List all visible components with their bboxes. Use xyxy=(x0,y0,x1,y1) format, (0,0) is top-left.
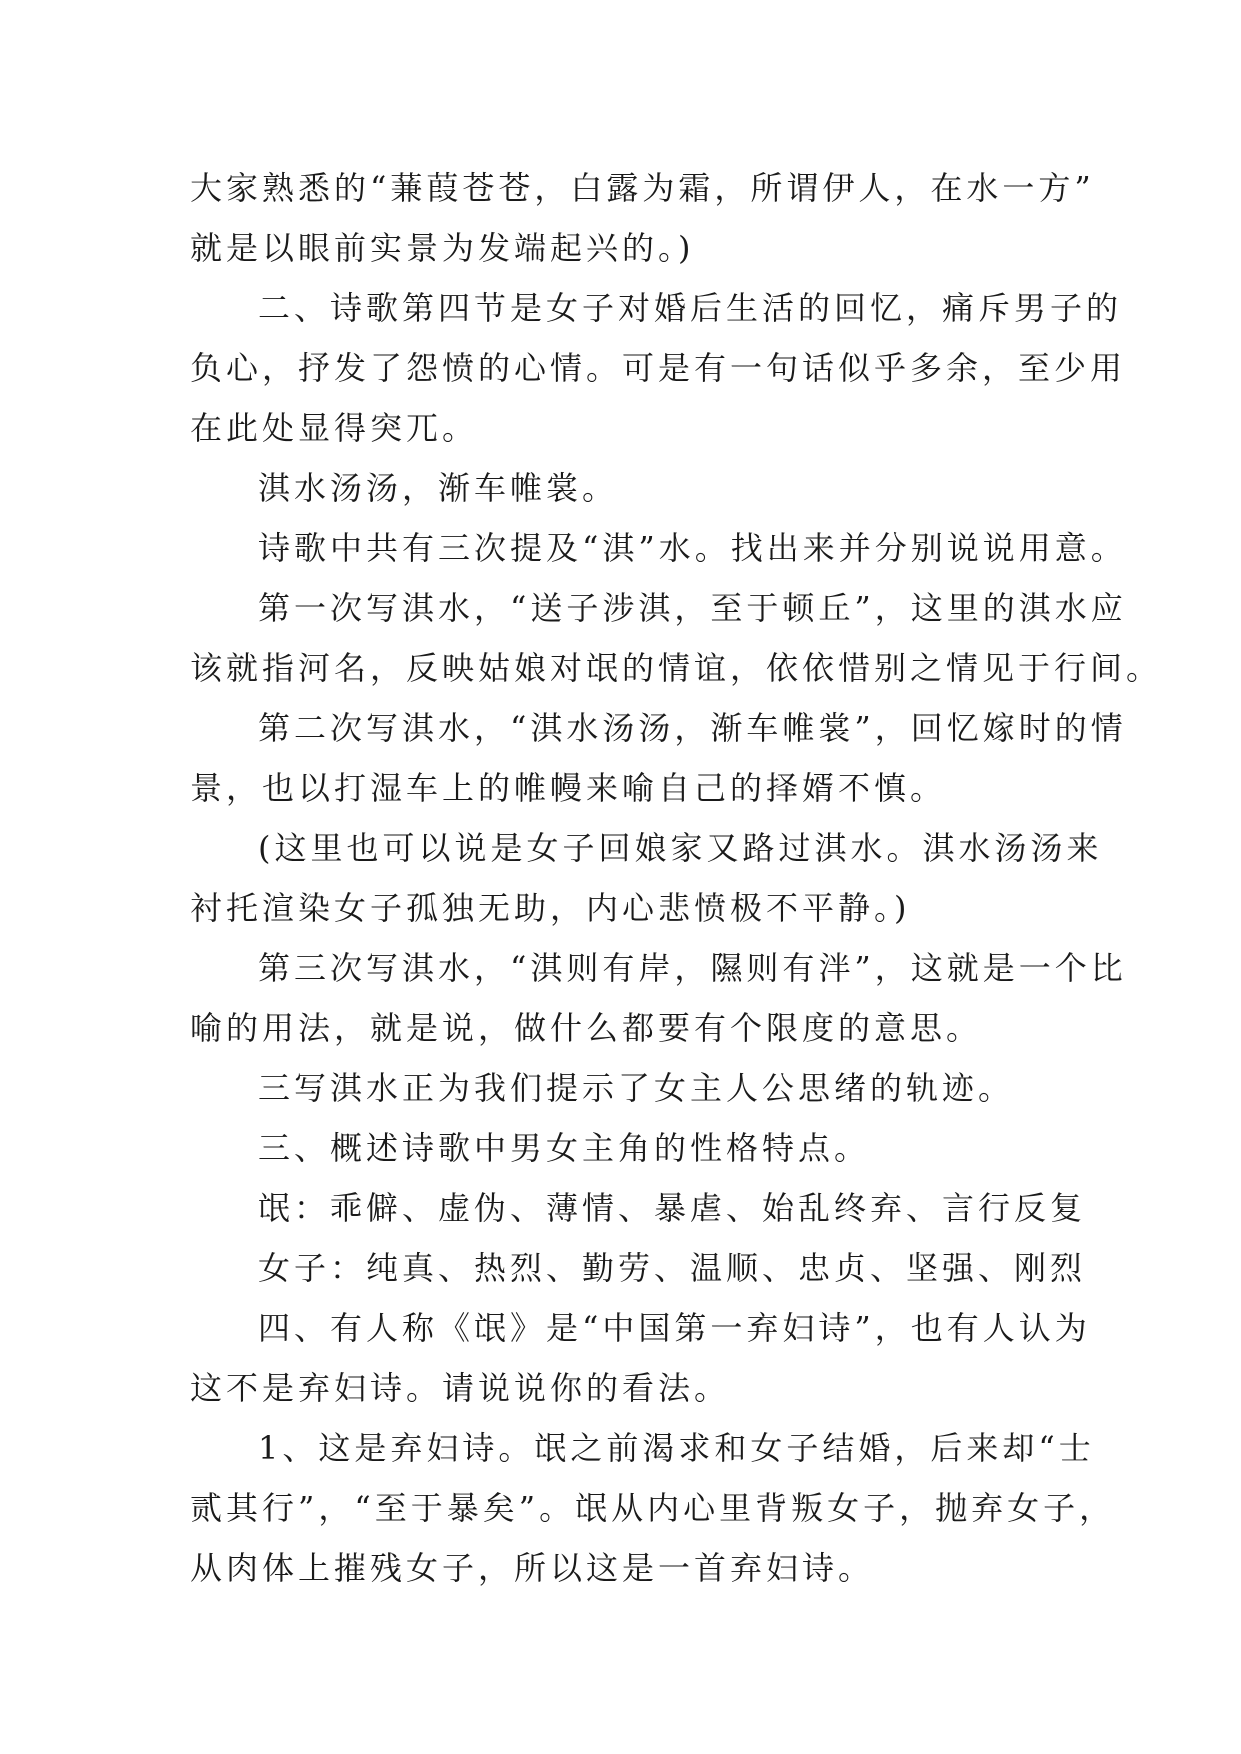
text-line: 景，也以打湿车上的帷幔来喻自己的择婿不慎。 xyxy=(190,769,947,807)
text-line: 三、概述诗歌中男女主角的性格特点。 xyxy=(258,1129,871,1167)
text-line: 贰其行”，“至于暴矣”。氓从内心里背叛女子，抛弃女子， xyxy=(190,1489,1116,1527)
text-line: 氓：乖僻、虚伪、薄情、暴虐、始乱终弃、言行反复 xyxy=(258,1189,1087,1227)
text-line: 喻的用法，就是说，做什么都要有个限度的意思。 xyxy=(190,1009,983,1047)
text-line: (这里也可以说是女子回娘家又路过淇水。淇水汤汤来 xyxy=(258,829,1103,867)
document-body xyxy=(190,158,1163,1598)
text-line: 诗歌中共有三次提及“淇”水。找出来并分别说说用意。 xyxy=(258,529,1127,567)
text-line: 三写淇水正为我们提示了女主人公思绪的轨迹。 xyxy=(258,1069,1015,1107)
text-line: 二、诗歌第四节是女子对婚后生活的回忆，痛斥男子的 xyxy=(258,289,1123,327)
text-line: 负心，抒发了怨愤的心情。可是有一句话似乎多余，至少用 xyxy=(190,349,1127,387)
text-line: 淇水汤汤，渐车帷裳。 xyxy=(258,469,619,507)
text-line: 1、这是弃妇诗。氓之前渴求和女子结婚，后来却“士 xyxy=(258,1429,1095,1467)
text-line: 女子：纯真、热烈、勤劳、温顺、忠贞、坚强、刚烈 xyxy=(258,1249,1087,1287)
text-line: 从肉体上摧残女子，所以这是一首弃妇诗。 xyxy=(190,1549,875,1587)
text-line: 第三次写淇水，“淇则有岸，隰则有泮”，这就是一个比 xyxy=(258,949,1127,987)
text-line: 衬托渲染女子孤独无助，内心悲愤极不平静。) xyxy=(190,889,911,927)
text-line: 第一次写淇水，“送子涉淇，至于顿丘”，这里的淇水应 xyxy=(258,589,1127,627)
text-line: 该就指河名，反映姑娘对氓的情谊，依依惜别之情见于行间。 xyxy=(190,649,1163,687)
text-line: 大家熟悉的“蒹葭苍苍，白露为霜，所谓伊人，在水一方” xyxy=(190,169,1095,207)
text-line: 就是以眼前实景为发端起兴的。) xyxy=(190,229,695,267)
text-line: 四、有人称《氓》是“中国第一弃妇诗”，也有人认为 xyxy=(258,1309,1091,1347)
text-line: 第二次写淇水，“淇水汤汤，渐车帷裳”，回忆嫁时的情 xyxy=(258,709,1127,747)
text-line: 在此处显得突兀。 xyxy=(190,409,479,447)
text-line: 这不是弃妇诗。请说说你的看法。 xyxy=(190,1369,731,1407)
